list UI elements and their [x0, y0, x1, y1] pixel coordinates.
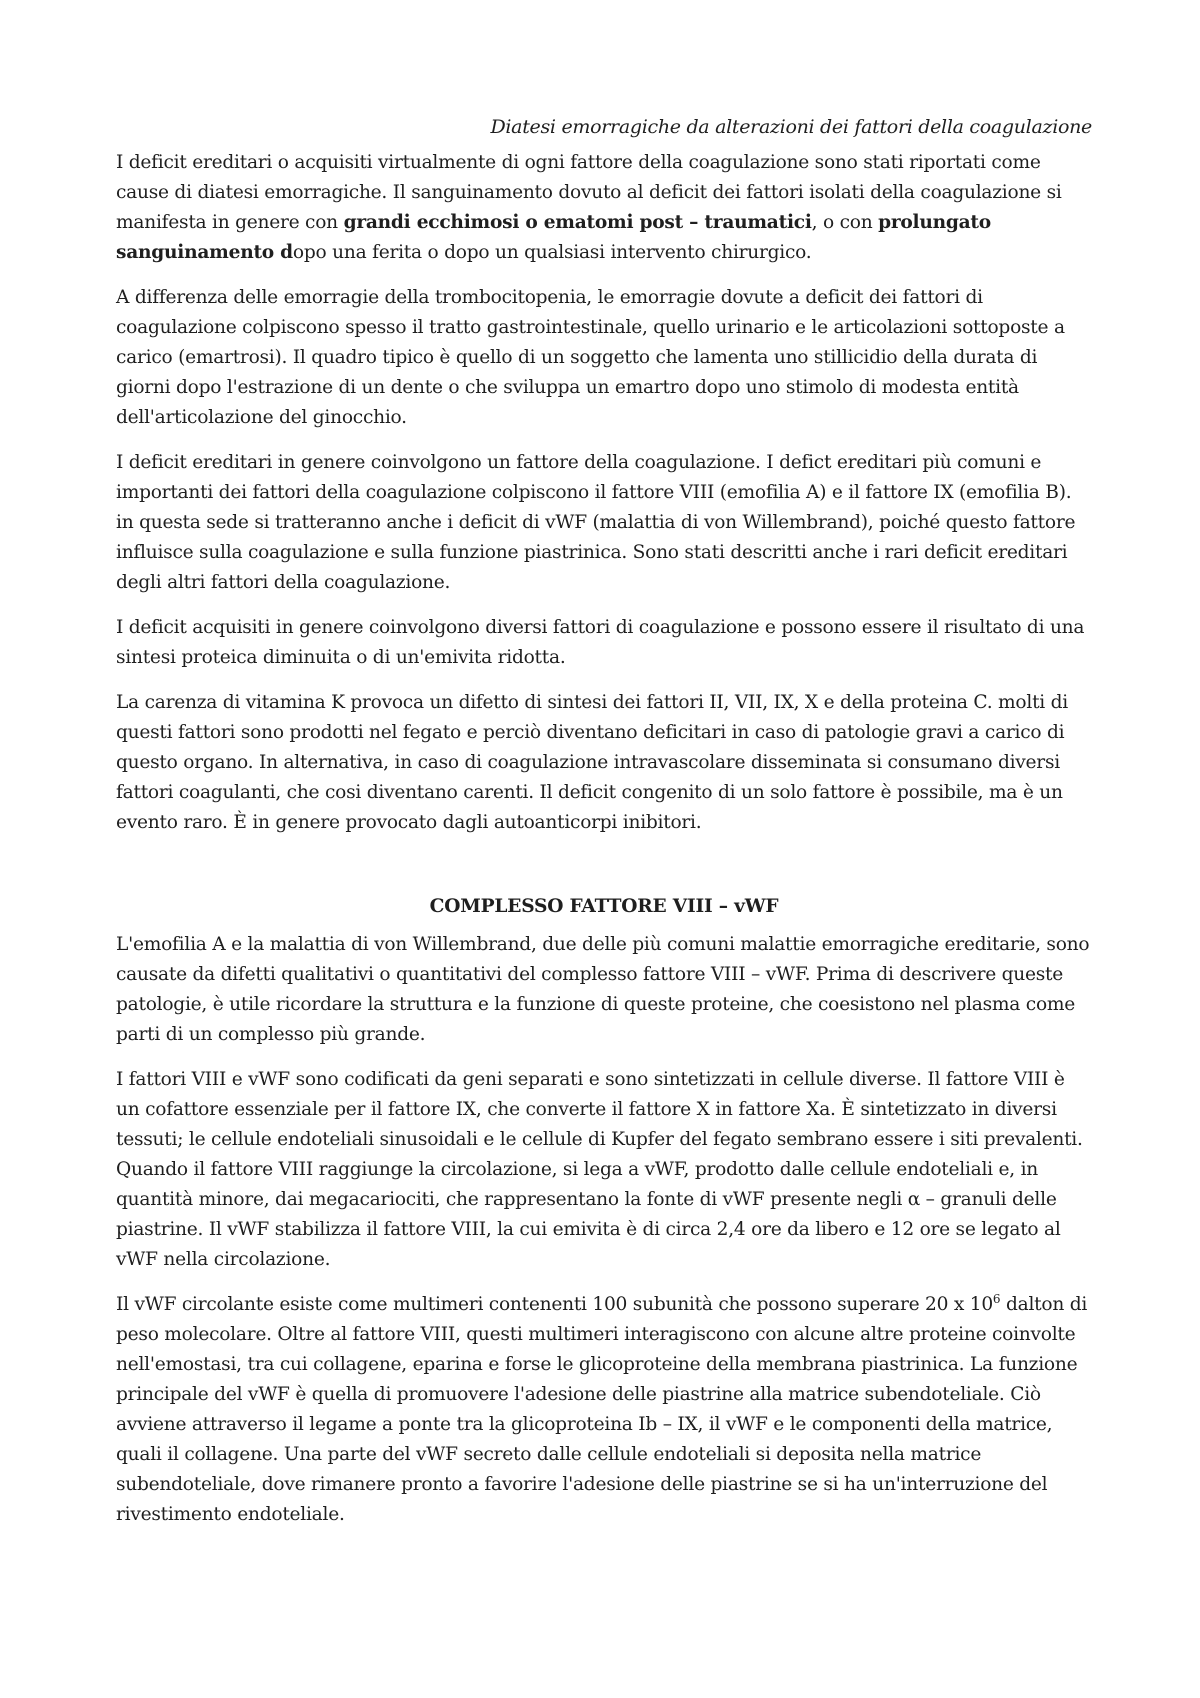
paragraph-8	[116, 1290, 1092, 1530]
running-header: Diatesi emorragiche da alterazioni dei fattori della coagulazione	[490, 116, 1092, 138]
paragraph-1	[116, 148, 1092, 268]
bold-phrase-sanguinamento: prolungato sanguinamento d	[116, 212, 991, 263]
paragraph-2: A differenza delle emorragie della trombocitopenia, le emorragie dovute a deficit dei fattori di coagulazione colpiscono spesso il tratto gastrointestinale, quello urinario e le articolazioni sottoposte a carico (emartrosi). Il quadro tipico è quello di un soggetto che lamenta uno stillicidio della durata di giorni dopo l'estrazione di un dente o che sviluppa un emartro dopo uno stimolo di modesta entità dell'articolazione del ginocchio.	[116, 287, 1065, 428]
paragraph-6: L'emofilia A e la malattia di von Willembrand, due delle più comuni malattie emorragiche ereditarie, sono causate da difetti qualitativi o quantitativi del complesso fattore VIII – vWF. Prima di descrivere queste patologie, è utile ricordare la struttura e la funzione di queste proteine, che coesistono nel plasma come parti di un complesso più grande.	[116, 934, 1090, 1045]
paragraph-3: I deficit ereditari in genere coinvolgono un fattore della coagulazione. I defict ereditari più comuni e importanti dei fattori della coagulazione colpiscono il fattore VIII (emofilia A) e il fattore IX (emofilia B). in questa sede si tratteranno anche i deficit di vWF (malattia di von Willembrand), poiché questo fattore influisce sulla coagulazione e sulla funzione piastrinica. Sono stati descritti anche i rari deficit ereditari degli altri fattori della coagulazione.	[116, 452, 1076, 593]
paragraph-4: I deficit acquisiti in genere coinvolgono diversi fattori di coagulazione e possono essere il risultato di una sintesi proteica diminuita o di un'emivita ridotta.	[116, 617, 1085, 668]
paragraph-5: La carenza di vitamina K provoca un difetto di sintesi dei fattori II, VII, IX, X e della proteina C. molti di questi fattori sono prodotti nel fegato e perciò diventano deficitari in caso di patologie gravi a carico di questo organo. In alternativa, in caso di coagulazione intravascolare disseminata si consumano diversi fattori coagulanti, che cosi diventano carenti. Il deficit congenito di un solo fattore è possibile, ma è un evento raro. È in genere provocato dagli autoanticorpi inibitori.	[116, 692, 1068, 833]
bold-phrase-ecchimosi: grandi ecchimosi o ematomi post – traumatici	[343, 212, 812, 233]
superscript-exponent: 6	[992, 1291, 1001, 1306]
paragraph-1-text-c: , o con	[811, 212, 879, 233]
paragraph-1-text-a: I deficit ereditari o acquisiti virtualmente di ogni fattore della coagulazione sono stati riportati come cause di diatesi emorragiche. Il sanguinamento dovuto al deficit dei fattori isolati della coagulazione si manifesta in genere con	[116, 152, 1062, 233]
paragraph-8-text-b: dalton di peso molecolare. Oltre al fattore VIII, questi multimeri interagiscono con alcune altre proteine coinvolte nell'emostasi, tra cui collagene, eparina e forse le glicoproteine della membrana piastrinica. La funzione principale del vWF è quella di promuovere l'adesione delle piastrine alla matrice subendoteliale. Ciò avviene attraverso il legame a ponte tra la glicoproteina Ib – IX, il vWF e le componenti della matrice, quali il collagene. Una parte del vWF secreto dalle cellule endoteliali si deposita nella matrice subendoteliale, dove rimanere pronto a favorire l'adesione delle piastrine se si ha un'interruzione del rivestimento endoteliale.	[116, 1294, 1088, 1525]
paragraph-7: I fattori VIII e vWF sono codificati da geni separati e sono sintetizzati in cellule diverse. Il fattore VIII è un cofattore essenziale per il fattore IX, che converte il fattore X in fattore Xa. È sintetizzato in diversi tessuti; le cellule endoteliali sinusoidali e le cellule di Kupfer del fegato sembrano essere i siti prevalenti. Quando il fattore VIII raggiunge la circolazione, si lega a vWF, prodotto dalle cellule endoteliali e, in quantità minore, dai megacariociti, che rappresentano la fonte di vWF presente negli α – granuli delle piastrine. Il vWF stabilizza il fattore VIII, la cui emivita è di circa 2,4 ore da libero e 12 ore se legato al vWF nella circolazione.	[116, 1069, 1083, 1270]
paragraph-8-text-a: Il vWF circolante esiste come multimeri contenenti 100 subunità che possono superare 20 x 10	[116, 1294, 993, 1315]
paragraph-1-text-d: opo una ferita o dopo un qualsiasi intervento chirurgico.	[292, 242, 812, 263]
section-title: COMPLESSO FATTORE VIII – vWF	[429, 896, 779, 917]
